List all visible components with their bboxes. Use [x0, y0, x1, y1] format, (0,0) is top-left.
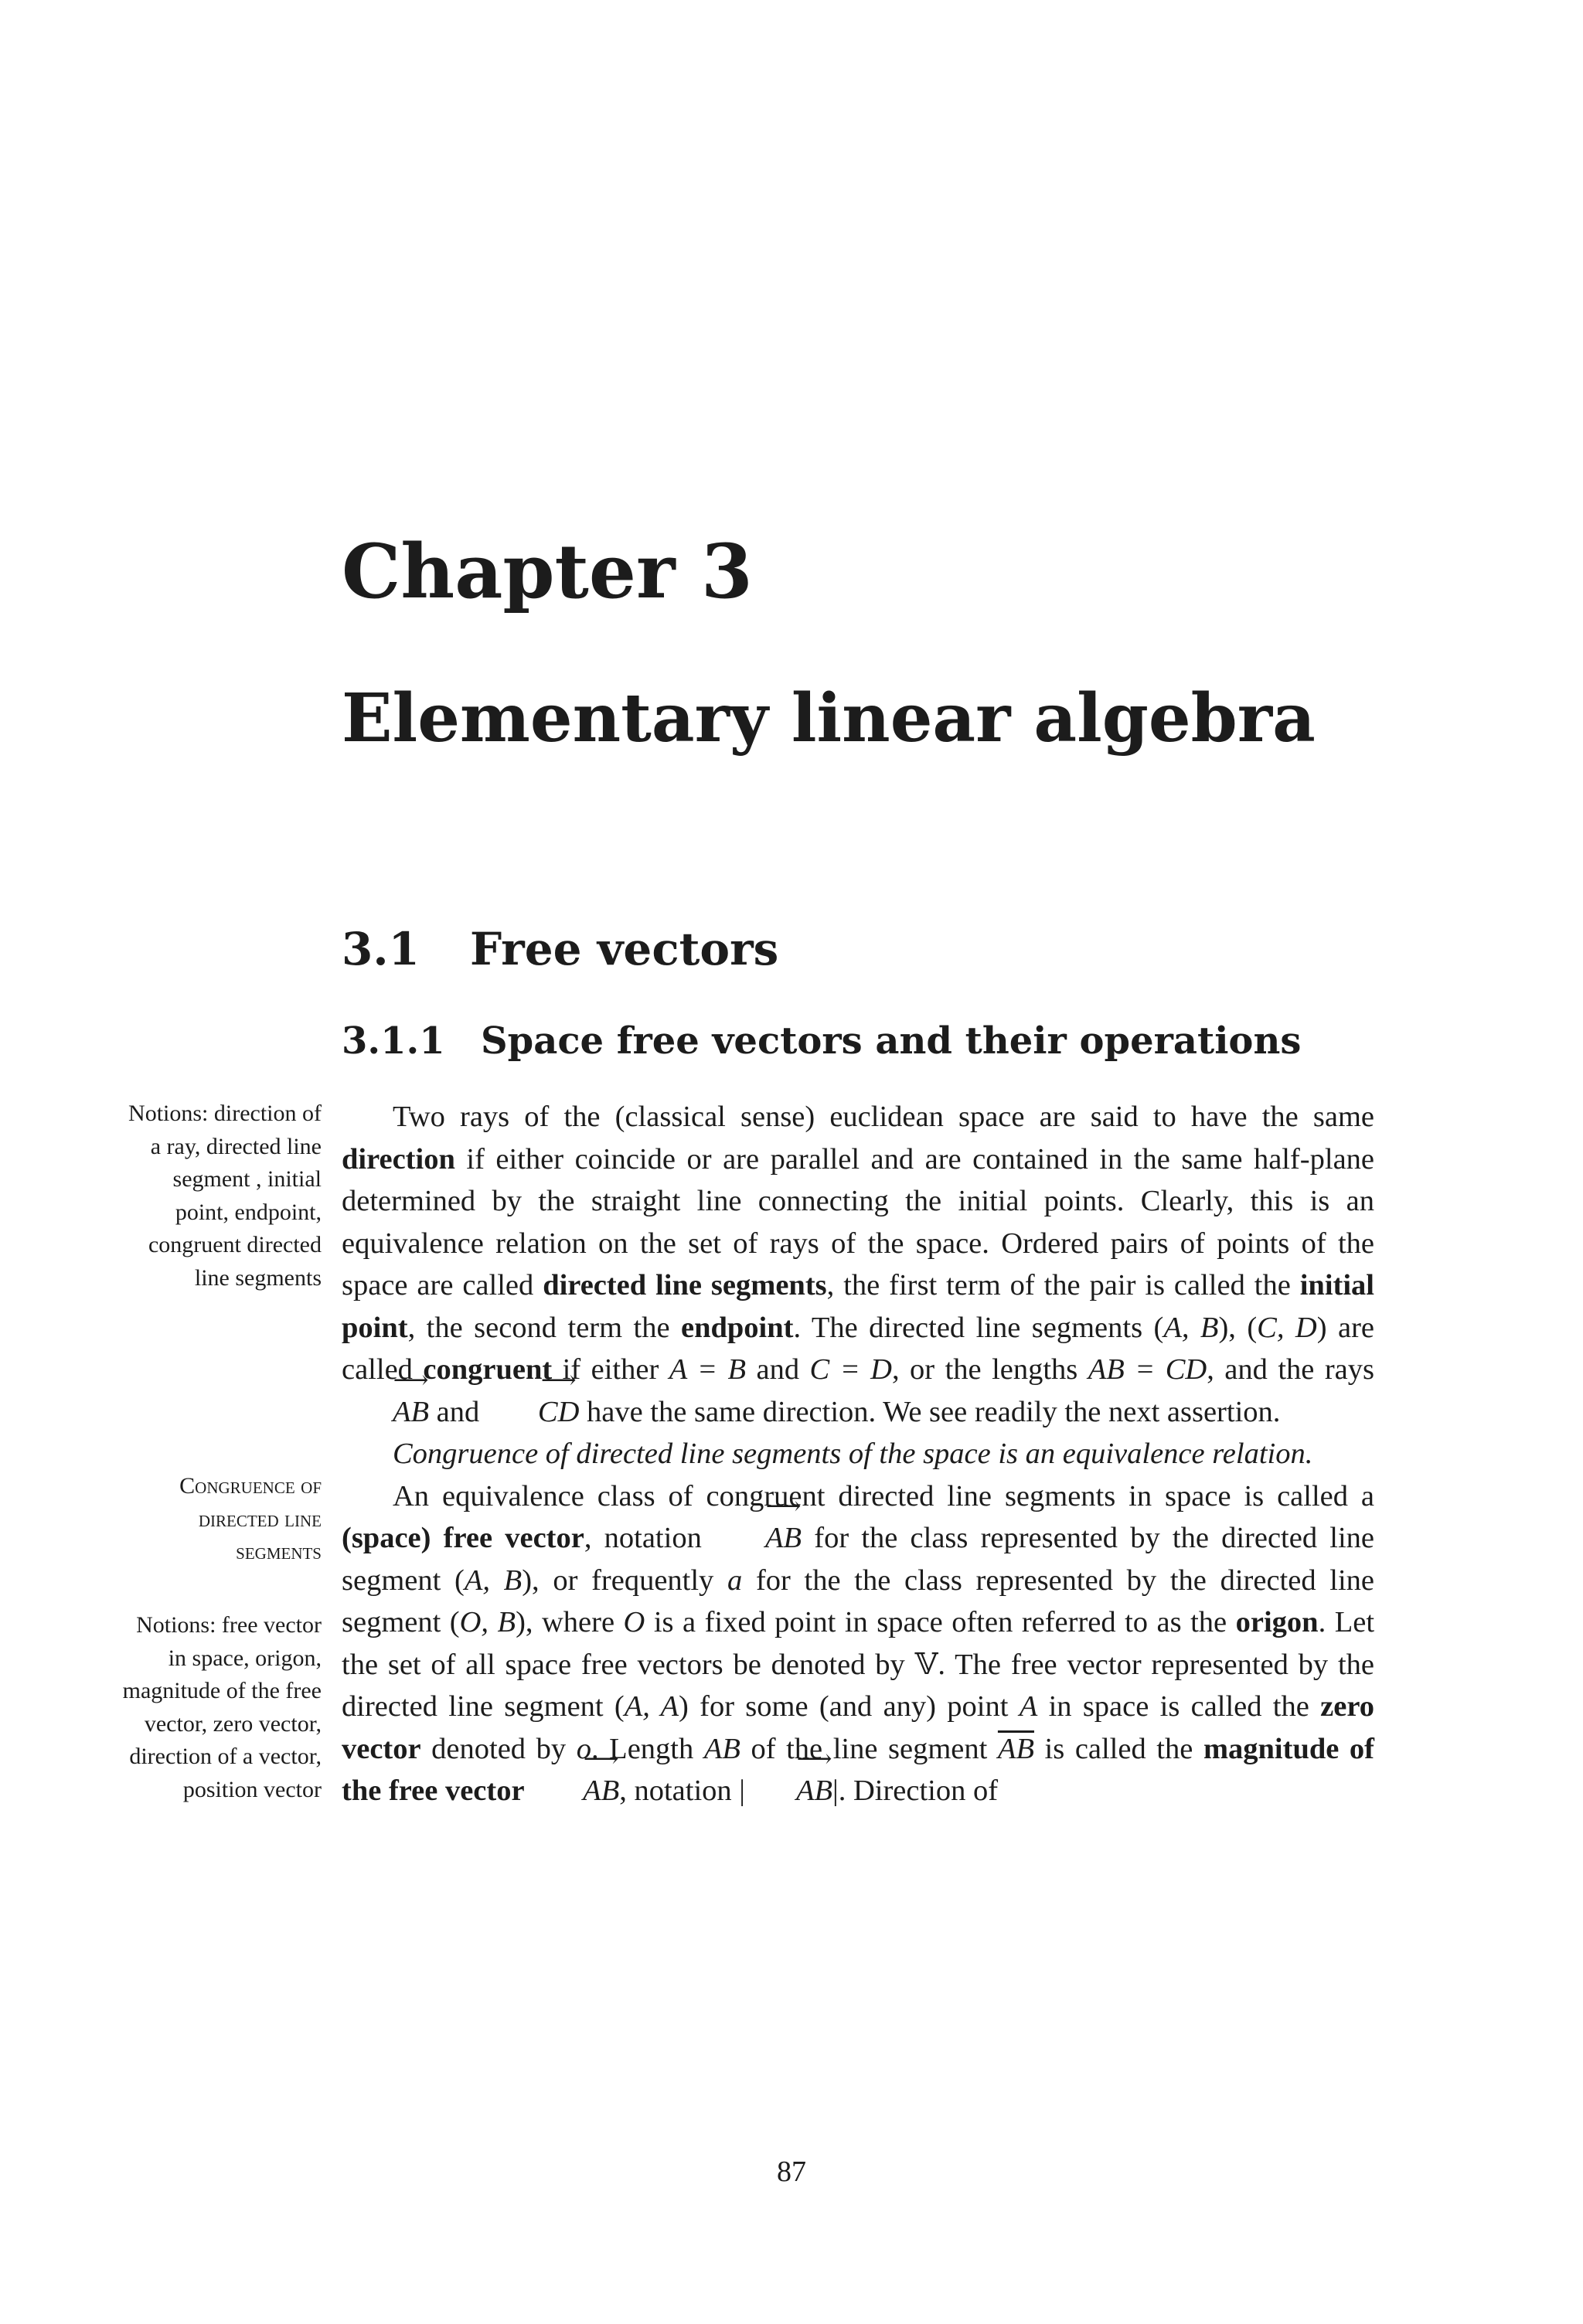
math: O [623, 1606, 645, 1638]
text: ) are called [342, 1311, 1374, 1386]
math: O, B [459, 1606, 516, 1638]
chapter-title: Elementary linear algebra [342, 679, 1316, 757]
text: An equivalence class of congruent directed line segments in space is called a [393, 1479, 1374, 1512]
text: ), ( [1218, 1311, 1258, 1344]
math: A = B [669, 1353, 747, 1386]
text: and [429, 1395, 487, 1428]
vector-notation: ⟶ AB [714, 1517, 802, 1560]
theorem-statement: Congruence of directed line segments of the space is an equivalence relation. [393, 1438, 1313, 1470]
text: , the second term the [407, 1311, 681, 1344]
margin-note-notions-1: Notions: direction of a ray, directed line segment , initial point, endpoint, congruent directed line segments [128, 1101, 322, 1291]
term-congruent: congruent [423, 1353, 553, 1386]
math: o [576, 1732, 591, 1765]
text: , notation [584, 1522, 715, 1554]
vector-notation: ⟶ AB [532, 1770, 619, 1812]
term-free-vector: (space) free vector [342, 1522, 584, 1554]
text: , or the lengths [891, 1353, 1088, 1386]
text: |. Direction of [832, 1774, 999, 1807]
text: in space is called the [1037, 1690, 1321, 1723]
text: . The directed line segments ( [793, 1311, 1164, 1344]
page-number: 87 [777, 2156, 806, 2188]
text: have the same direction. We see readily the next assertion. [579, 1395, 1281, 1428]
text: is called the [1033, 1732, 1203, 1765]
subsection-heading [342, 1017, 1301, 1065]
term-endpoint: endpoint [680, 1311, 794, 1344]
margin-note-congruence: Congruence of directed line segments [179, 1473, 322, 1564]
text: of the line segment [740, 1732, 998, 1765]
text: . Length [591, 1732, 704, 1765]
math: a [727, 1564, 743, 1597]
math: AB [703, 1732, 740, 1765]
vector-notation: ⟶ AB [745, 1770, 832, 1812]
text: ), or frequently [522, 1564, 728, 1597]
text: , and the rays [1207, 1353, 1374, 1386]
section-title: Free vectors [470, 923, 779, 975]
section-heading [342, 921, 778, 977]
text: if either coincide or are parallel and are contained in the same half-plane determined by the straight line connecting the initial points. Clearly, this is an equivalence relation on the set of rays of the space. Ordered pairs of points of the space are called [342, 1142, 1374, 1302]
text: . Let the set of all space free vectors be denoted by 𝕍. The free vector represented by the directed line segment ( [342, 1606, 1375, 1723]
vector-ray: ⟶ CD [487, 1391, 579, 1434]
text: is a fixed point in space often referred to as the [645, 1606, 1236, 1638]
math: A, B [464, 1564, 523, 1597]
text: for the class represented by the directed line segment ( [342, 1522, 1375, 1597]
chapter-label: Chapter 3 [342, 528, 753, 615]
text: and [746, 1353, 810, 1386]
paragraph-free-vector [342, 1475, 1374, 1812]
text: for the the class represented by the directed line segment ( [342, 1564, 1375, 1638]
segment-notation: $\overline{AB}$ [997, 1732, 1034, 1765]
term-zero-vector: zero vector [342, 1690, 1374, 1765]
text: , notation | [619, 1774, 745, 1807]
term-directed-line-segments: directed line segments [543, 1269, 827, 1302]
text: ), where [516, 1606, 624, 1638]
paragraph-directed-segments [342, 1096, 1374, 1433]
vector-ray: ⟶ AB [342, 1391, 429, 1434]
subsection-number: 3.1.1 [342, 1019, 445, 1063]
section-number: 3.1 [342, 923, 420, 975]
math: A [1019, 1690, 1038, 1723]
text [525, 1774, 533, 1807]
subsection-title: Space free vectors and their operations [481, 1019, 1302, 1063]
text: , the first term of the pair is called the [826, 1269, 1300, 1302]
term-magnitude: magnitude of the free vector [342, 1732, 1375, 1807]
margin-note-notions-2: Notions: free vector in space, origon, magnitude of the free vector, zero vector, direction of a vector, position vector [122, 1612, 322, 1802]
body-text [342, 1096, 1374, 1812]
math: A, B [1163, 1311, 1219, 1344]
math: A, A [624, 1690, 679, 1723]
math: C = D [809, 1353, 892, 1386]
term-origon: origon [1235, 1606, 1319, 1638]
term-direction: direction [342, 1142, 455, 1176]
text: Two rays of the (classical sense) euclidean space are said to have the same [393, 1101, 1374, 1133]
math: C, D [1257, 1311, 1317, 1344]
math: AB = CD [1088, 1353, 1207, 1386]
text: ) for some (and any) point [679, 1690, 1020, 1723]
text: if either [552, 1353, 669, 1386]
term-initial-point: initial point [342, 1269, 1375, 1344]
text: denoted by [420, 1732, 577, 1765]
